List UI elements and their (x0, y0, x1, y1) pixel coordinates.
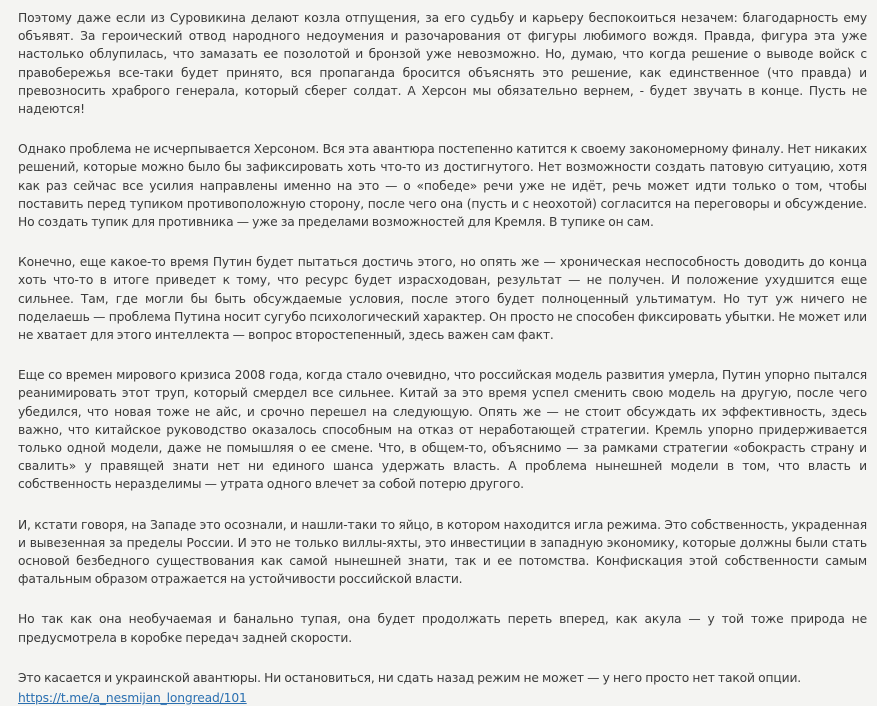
paragraph-putin-resource: Конечно, еще какое-то время Путин будет пытаться достичь этого, но опять же — хроническая неспособность доводить до конца хоть что-то в итоге приведет к тому, что ресурс будет израсходован, результат — не получен. И положение ухудшится еще сильнее. Там, где могли бы быть обсуждаемые условия, после этого будет полноценный ультиматум. Но тут уж ничего не поделаешь — проблема Путина носит сугубо психологический характер. Он просто не способен фиксировать убытки. Не может или не хватает для этого интеллекта — вопрос второстепенный, здесь важен сам факт. (18, 255, 867, 343)
paragraph-ukrainian-adventure: Это касается и украинской авантюры. Ни остановиться, ни сдать назад режим не может — у него просто нет такой опции. (18, 670, 802, 685)
source-link[interactable]: https://t.me/a_nesmijan_longread/101 (18, 691, 247, 706)
paragraph-shark: Но так как она необучаемая и банально тупая, она будет продолжать переть вперед, как акула — у той тоже природа не предусмотрела в коробке передач задней скорости. (18, 612, 867, 645)
paragraph-crisis-2008: Еще со времен мирового кризиса 2008 года, когда стало очевидно, что российская модель развития умерла, Путин упорно пытался реанимировать этот труп, который смердел все сильнее. Китай за это время успел сменить свою модель на другую, после чего убедился, что новая тоже не айс, и срочно перешел на следующую. Опять же — не стоит обсуждать их эффективность, здесь важно, что китайское руководство оказалось способным на отказ от неработающей стратегии. Кремль упорно придерживается только одной модели, даже не помышляя о ее смене. Что, в общем-то, объяснимо — за рамками стратегии «обокрасть страну и свалить» у правящей знати нет ни единого шанса удержать власть. А проблема нынешней модели в том, что власть и собственность неразделимы — утрата одного влечет за собой потерю другого. (18, 368, 867, 492)
paragraph-west-property: И, кстати говоря, на Западе это осознали, и нашли-таки то яйцо, в котором находится игла режима. Это собственность, украденная и вывезенная за пределы России. И это не только виллы-яхты, это инвестиции в западную экономику, которые должны были стать основой безбедного существования как самой нынешней знати, так и ее потомства. Конфискация этой собственности самым фатальным образом отражается на устойчивости российской власти. (18, 517, 867, 587)
paragraph-surovikin: Поэтому даже если из Суровикина делают козла отпущения, за его судьбу и карьеру беспокоиться незачем: благодарность ему объявят. За героический отвод народного недоумения и разочарования от фигуры любимого вождя. Правда, фигура эта уже настолько облупилась, что замазать ее позолотой и бронзой уже невозможно. Но, думаю, что когда решение о выводе войск с правобережья все-таки будет принято, вся пропаганда бросится объяснять это решение, как единственное (что правда) и превозносить храброго генерала, который сберег солдат. А Херсон мы обязательно вернем, - будет звучать в конце. Пусть не надеются! (18, 11, 867, 117)
paragraph-kherson: Однако проблема не исчерпывается Херсоном. Вся эта авантюра постепенно катится к своему закономерному финалу. Нет никаких решений, которые можно было бы зафиксировать хоть что-то из достигнутого. Нет возможности создать патовую ситуацию, хотя как раз сейчас все усилия направлены именно на это — о «победе» речи уже не идёт, речь может идти только о том, чтобы поставить перед тупиком противоположную сторону, после чего она (пусть и с неохотой) согласится на переговоры и обсуждение. Но создать тупик для противника — уже за пределами возможностей для Кремля. В тупике он сам. (18, 142, 867, 230)
